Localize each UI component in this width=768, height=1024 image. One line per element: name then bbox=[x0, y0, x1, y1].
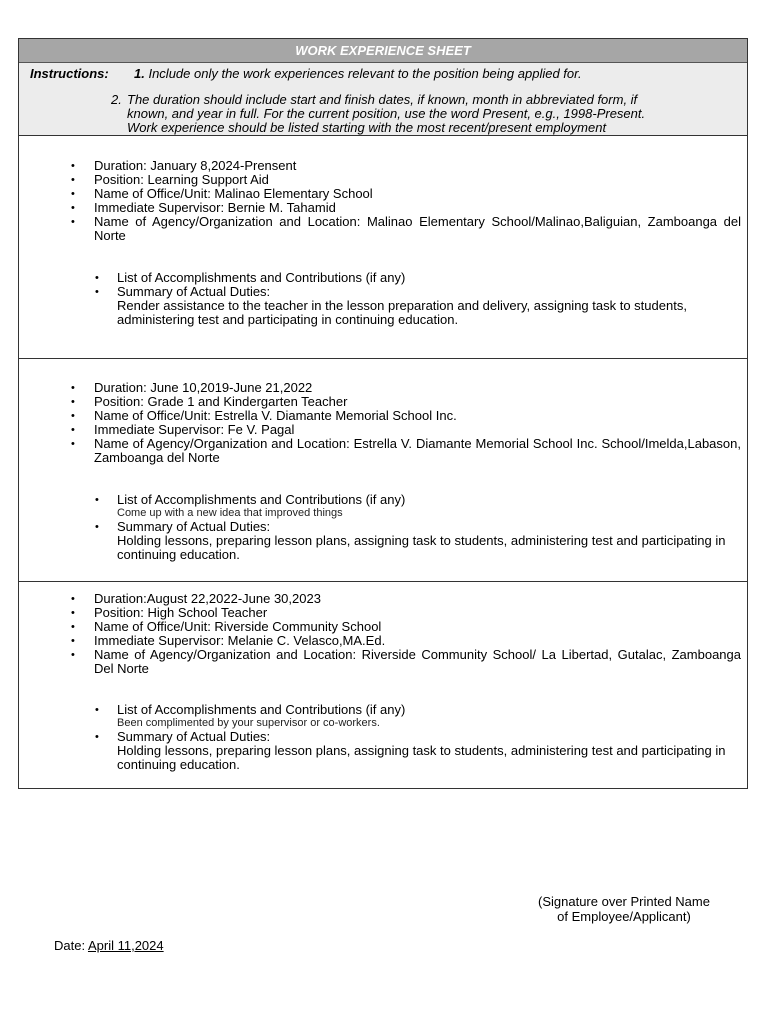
date-label: Date: bbox=[54, 938, 88, 953]
duties-label: Summary of Actual Duties: bbox=[117, 284, 271, 299]
date-value: April 11,2024 bbox=[87, 938, 164, 953]
entry-details-list bbox=[67, 592, 741, 676]
entry-agency: • Name of Agency/Organization and Location: Estrella V. Diamante Memorial School Inc. School/Imelda,Labason, Zamboanga del Norte bbox=[67, 437, 741, 465]
entry-accomplishments bbox=[91, 703, 741, 730]
entry-supervisor: • Immediate Supervisor: Melanie C. Velasco,MA.Ed. bbox=[67, 634, 741, 648]
experience-entry bbox=[19, 359, 747, 582]
sheet-title: WORK EXPERIENCE SHEET bbox=[19, 39, 747, 63]
entry-accomplishments bbox=[91, 271, 741, 285]
accomplishments-label: List of Accomplishments and Contributions (if any) bbox=[117, 270, 406, 285]
entry-duties-list bbox=[91, 493, 741, 562]
instruction-2-text-c: Work experience should be listed starting with the most recent/present employment bbox=[127, 120, 607, 135]
accomplishments-note: Been complimented by your supervisor or co-workers. bbox=[117, 717, 380, 729]
duties-text: Render assistance to the teacher in the lesson preparation and delivery, assigning task to students, administering test and participating in continuing education. bbox=[117, 298, 687, 327]
duties-text: Holding lessons, preparing lesson plans, assigning task to students, administering test and participating in continuing education. bbox=[117, 533, 726, 562]
experience-entry bbox=[19, 136, 747, 359]
instructions-section bbox=[19, 63, 747, 136]
entry-supervisor: • Immediate Supervisor: Fe V. Pagal bbox=[67, 423, 741, 437]
entry-duration: • Duration: January 8,2024-Prensent bbox=[67, 159, 741, 173]
entry-duration: • Duration:August 22,2022-June 30,2023 bbox=[67, 592, 741, 606]
entry-office: • Name of Office/Unit: Riverside Community School bbox=[67, 620, 741, 634]
accomplishments-note: Come up with a new idea that improved things bbox=[117, 507, 343, 519]
entry-duration: • Duration: June 10,2019-June 21,2022 bbox=[67, 381, 741, 395]
entry-agency: • Name of Agency/Organization and Location: Malinao Elementary School/Malinao,Baliguian, Zamboanga del Norte bbox=[67, 215, 741, 243]
instructions-label: Instructions: bbox=[30, 66, 109, 81]
duties-label: Summary of Actual Duties: bbox=[117, 519, 271, 534]
instruction-2-number: 2. bbox=[111, 92, 122, 107]
entry-accomplishments bbox=[91, 493, 741, 520]
instruction-2-text-a: The duration should include start and finish dates, if known, month in abbreviated form, if bbox=[127, 92, 638, 107]
entry-position: • Position: High School Teacher bbox=[67, 606, 741, 620]
entry-duties-list bbox=[91, 271, 741, 327]
entry-duties bbox=[91, 520, 741, 562]
entry-supervisor: • Immediate Supervisor: Bernie M. Tahamid bbox=[67, 201, 741, 215]
entry-details-list bbox=[67, 159, 741, 243]
experience-entry bbox=[19, 582, 747, 788]
signature-line-1: (Signature over Printed Name bbox=[538, 894, 710, 909]
signature-line-2: of Employee/Applicant) bbox=[557, 909, 691, 924]
entry-agency: • Name of Agency/Organization and Location: Riverside Community School/ La Libertad, Gutalac, Zamboanga Del Norte bbox=[67, 648, 741, 676]
signature-block bbox=[524, 894, 724, 924]
entry-duties-list bbox=[91, 703, 741, 772]
date-line bbox=[54, 938, 164, 953]
instruction-item-2 bbox=[111, 93, 739, 135]
instruction-1-number: 1. bbox=[134, 66, 145, 81]
duties-label: Summary of Actual Duties: bbox=[117, 729, 271, 744]
accomplishments-label: List of Accomplishments and Contributions (if any) bbox=[117, 702, 406, 717]
entry-details-list bbox=[67, 381, 741, 465]
instruction-1-text: Include only the work experiences relevant to the position being applied for. bbox=[148, 66, 582, 81]
work-experience-sheet bbox=[18, 38, 748, 789]
entry-duties bbox=[91, 730, 741, 772]
duties-text: Holding lessons, preparing lesson plans, assigning task to students, administering test and participating in continuing education. bbox=[117, 743, 726, 772]
entry-office: • Name of Office/Unit: Estrella V. Diamante Memorial School Inc. bbox=[67, 409, 741, 423]
entry-position: • Position: Learning Support Aid bbox=[67, 173, 741, 187]
entry-duties bbox=[91, 285, 741, 327]
instruction-item-1 bbox=[134, 66, 582, 81]
accomplishments-label: List of Accomplishments and Contributions (if any) bbox=[117, 492, 406, 507]
entry-position: • Position: Grade 1 and Kindergarten Teacher bbox=[67, 395, 741, 409]
instruction-2-text-b: known, and year in full. For the current position, use the word Present, e.g., 1998-Present. bbox=[127, 106, 646, 121]
entry-office: • Name of Office/Unit: Malinao Elementary School bbox=[67, 187, 741, 201]
